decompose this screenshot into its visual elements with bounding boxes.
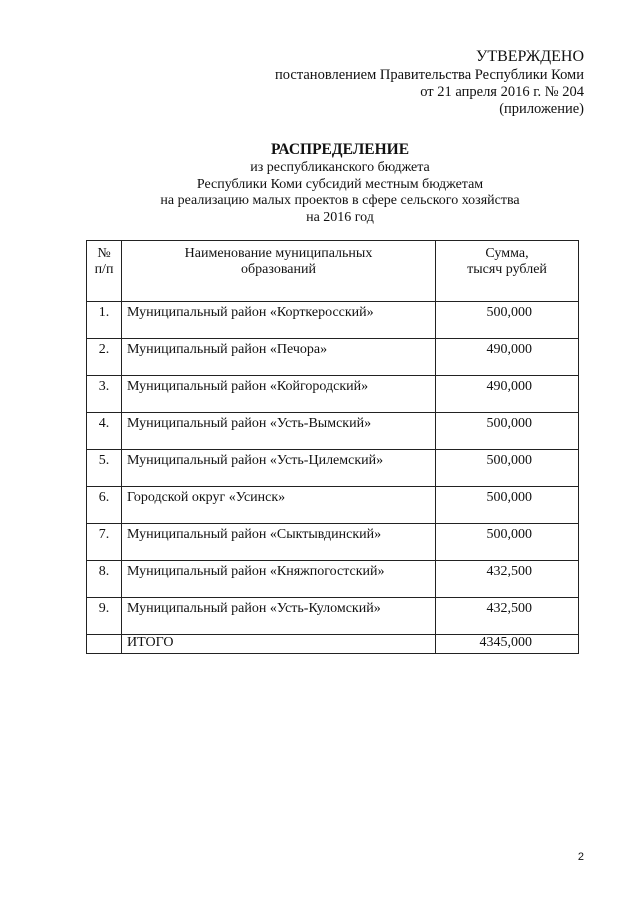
total-label: ИТОГО [122,635,436,654]
table-row [87,413,579,450]
row-number: 7. [87,524,122,561]
row-sum: 432,500 [436,561,579,598]
header-name-line-1: Наименование муниципальных [184,246,373,261]
row-name: Городской округ «Усинск» [122,487,436,524]
document-title: РАСПРЕДЕЛЕНИЕ [270,141,410,158]
title-line-1: из республиканского бюджета [250,160,430,175]
row-sum: 490,000 [436,376,579,413]
title-line-4: на 2016 год [306,209,374,225]
distribution-table [86,240,579,654]
row-sum: 500,000 [436,450,579,487]
total-sum: 4345,000 [436,635,579,654]
row-number: 4. [87,413,122,450]
table-header-row [87,241,579,302]
header-number-line-1: № [97,246,111,261]
row-sum: 500,000 [436,302,579,339]
approval-heading: УТВЕРЖДЕНО [475,48,584,65]
row-sum: 432,500 [436,598,579,635]
approval-block [275,47,584,118]
table-row [87,339,579,376]
page-number: 2 [577,851,584,863]
approval-line-3: (приложение) [499,101,584,117]
header-sum-line-1: Сумма, [485,246,529,261]
row-sum: 500,000 [436,487,579,524]
title-line-3: на реализацию малых проектов в сфере сельского хозяйства [160,193,520,208]
total-number-cell [87,635,122,654]
header-sum-line-2: тысяч рублей [467,262,547,277]
row-name: Муниципальный район «Корткеросский» [122,302,436,339]
row-name: Муниципальный район «Княжпогостский» [122,561,436,598]
row-sum: 500,000 [436,524,579,561]
approval-line-2: от 21 апреля 2016 г. № 204 [420,84,584,100]
table-row [87,598,579,635]
row-name: Муниципальный район «Усть-Куломский» [122,598,436,635]
row-name: Муниципальный район «Усть-Вымский» [122,413,436,450]
table-total-row [87,635,579,654]
title-line-2: Республики Коми субсидий местным бюджетам [196,176,484,192]
row-name: Муниципальный район «Печора» [122,339,436,376]
row-number: 9. [87,598,122,635]
header-name [122,241,436,302]
row-name: Муниципальный район «Сыктывдинский» [122,524,436,561]
table-row [87,524,579,561]
table-row [87,302,579,339]
header-number-line-2: п/п [94,262,114,277]
table-row [87,487,579,524]
row-sum: 500,000 [436,413,579,450]
row-number: 6. [87,487,122,524]
row-number: 2. [87,339,122,376]
header-number [87,241,122,302]
row-number: 5. [87,450,122,487]
table-row [87,376,579,413]
approval-line-1: постановлением Правительства Республики Коми [275,67,584,83]
row-name: Муниципальный район «Койгородский» [122,376,436,413]
header-sum [436,241,579,302]
row-name: Муниципальный район «Усть-Цилемский» [122,450,436,487]
row-number: 8. [87,561,122,598]
row-number: 3. [87,376,122,413]
table-row [87,561,579,598]
document-title-block [0,140,640,226]
table-row [87,450,579,487]
header-name-line-2: образований [241,262,316,277]
row-sum: 490,000 [436,339,579,376]
row-number: 1. [87,302,122,339]
